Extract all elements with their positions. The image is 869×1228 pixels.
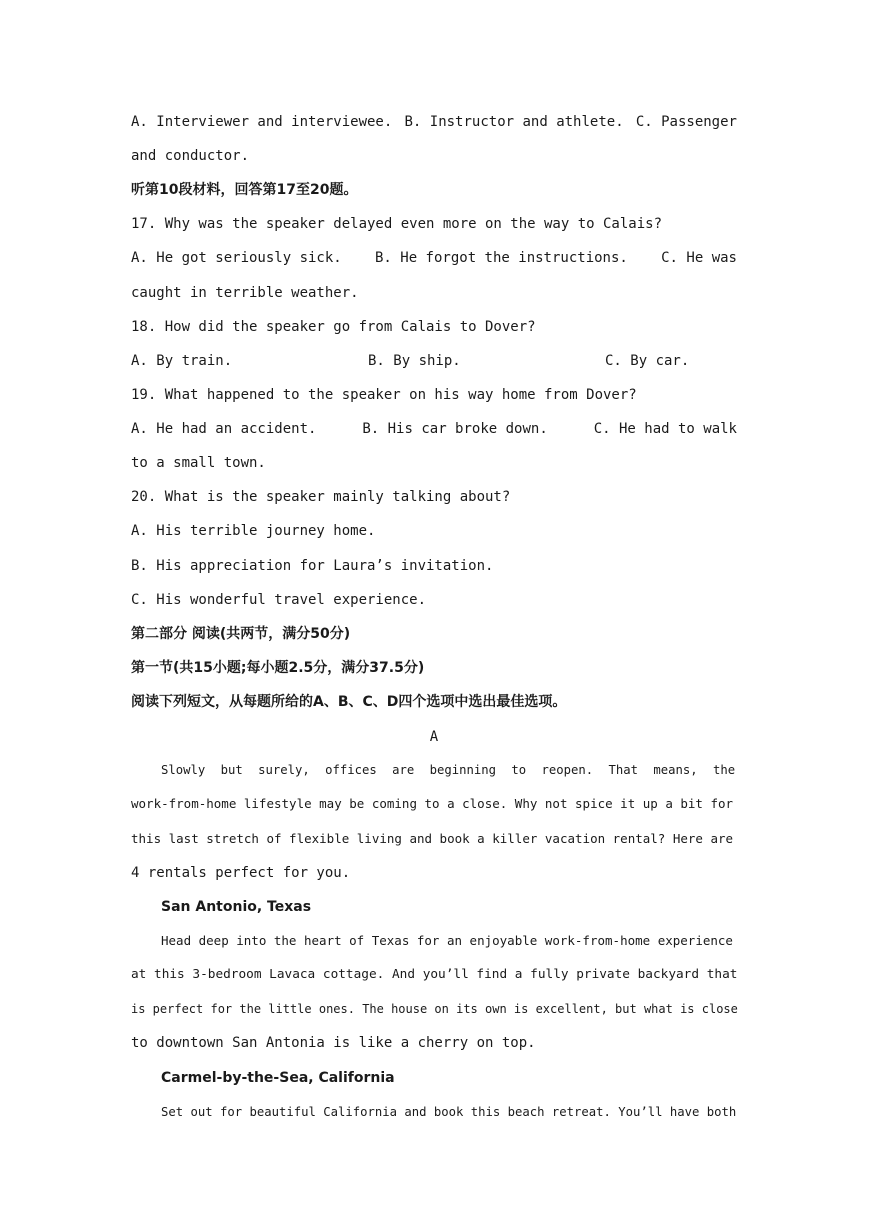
q16-option-b: B. Instructor and athlete. bbox=[404, 114, 624, 130]
q20-option-c: C. His wonderful travel experience. bbox=[131, 592, 427, 608]
q19-option-b: B. His car broke down. bbox=[362, 421, 548, 437]
q16-option-c-continued: and conductor. bbox=[131, 148, 250, 164]
passage-p2-line1: Head deep into the heart of Texas for an enjoyable work-from-home experience bbox=[161, 933, 733, 948]
passage-p2-line2: at this 3-bedroom Lavaca cottage. And you’ll find a fully private backyard that bbox=[131, 967, 738, 982]
q17-stem: 17. Why was the speaker delayed even more on the way to Calais? bbox=[131, 216, 663, 232]
reading-instructions: 阅读下列短文，从每题所给的A、B、C、D四个选项中选出最佳选项。 bbox=[131, 694, 567, 710]
part2-heading: 第二部分 阅读(共两节，满分50分) bbox=[131, 626, 351, 642]
passage-heading-carmel: Carmel-by-the-Sea, California bbox=[161, 1070, 395, 1086]
q20-option-b: B. His appreciation for Laura’s invitation. bbox=[131, 558, 494, 574]
passage-p2-line3: is perfect for the little ones. The house on its own is excellent, but what is close bbox=[131, 1002, 738, 1016]
passage-p1-line1 bbox=[161, 758, 737, 782]
q18-option-a: A. By train. bbox=[131, 353, 233, 369]
q17-option-c: C. He was bbox=[661, 250, 737, 266]
q17-option-b: B. He forgot the instructions. bbox=[374, 250, 628, 266]
passage-p3-line1: Set out for beautiful California and book this beach retreat. You’ll have both bbox=[161, 1105, 737, 1119]
q20-option-a: A. His terrible journey home. bbox=[131, 523, 376, 539]
q19-option-c: C. He had to walk bbox=[593, 421, 737, 437]
q19-options-row bbox=[131, 417, 737, 441]
q16-option-a: A. Interviewer and interviewee. bbox=[131, 114, 393, 130]
q19-stem: 19. What happened to the speaker on his way home from Dover? bbox=[131, 387, 637, 403]
q16-options-row bbox=[131, 110, 737, 134]
q16-option-c: C. Passenger bbox=[635, 114, 737, 130]
q17-option-c-continued: caught in terrible weather. bbox=[131, 285, 359, 301]
q20-stem: 20. What is the speaker mainly talking about? bbox=[131, 489, 511, 505]
q18-option-b: B. By ship. bbox=[368, 353, 461, 369]
passage-p2-line4: to downtown San Antonia is like a cherry on top. bbox=[131, 1035, 536, 1051]
passage-p1-line2: work-from-home lifestyle may be coming to a close. Why not spice it up a bit for bbox=[131, 796, 734, 811]
passage-heading-san-antonio: San Antonio, Texas bbox=[161, 899, 312, 915]
q19-option-a: A. He had an accident. bbox=[131, 421, 317, 437]
q18-option-c: C. By car. bbox=[605, 353, 690, 369]
q18-stem: 18. How did the speaker go from Calais to Dover? bbox=[131, 319, 536, 335]
q17-option-a: A. He got seriously sick. bbox=[131, 250, 342, 266]
passage-label: A bbox=[429, 729, 439, 745]
passage-p1-line3: this last stretch of flexible living and book a killer vacation rental? Here are bbox=[131, 831, 734, 846]
section10-heading: 听第10段材料，回答第17至20题。 bbox=[131, 182, 358, 198]
passage-p1-line4: 4 rentals perfect for you. bbox=[131, 865, 351, 881]
q17-options-row bbox=[131, 246, 737, 270]
section1-heading: 第一节(共15小题;每小题2.5分，满分37.5分) bbox=[131, 660, 425, 676]
q18-options-row bbox=[131, 349, 737, 373]
passage-p1-line1-text: Slowly but surely, offices are beginning to reopen. That means, the bbox=[161, 763, 736, 777]
q19-option-c-continued: to a small town. bbox=[131, 455, 266, 471]
